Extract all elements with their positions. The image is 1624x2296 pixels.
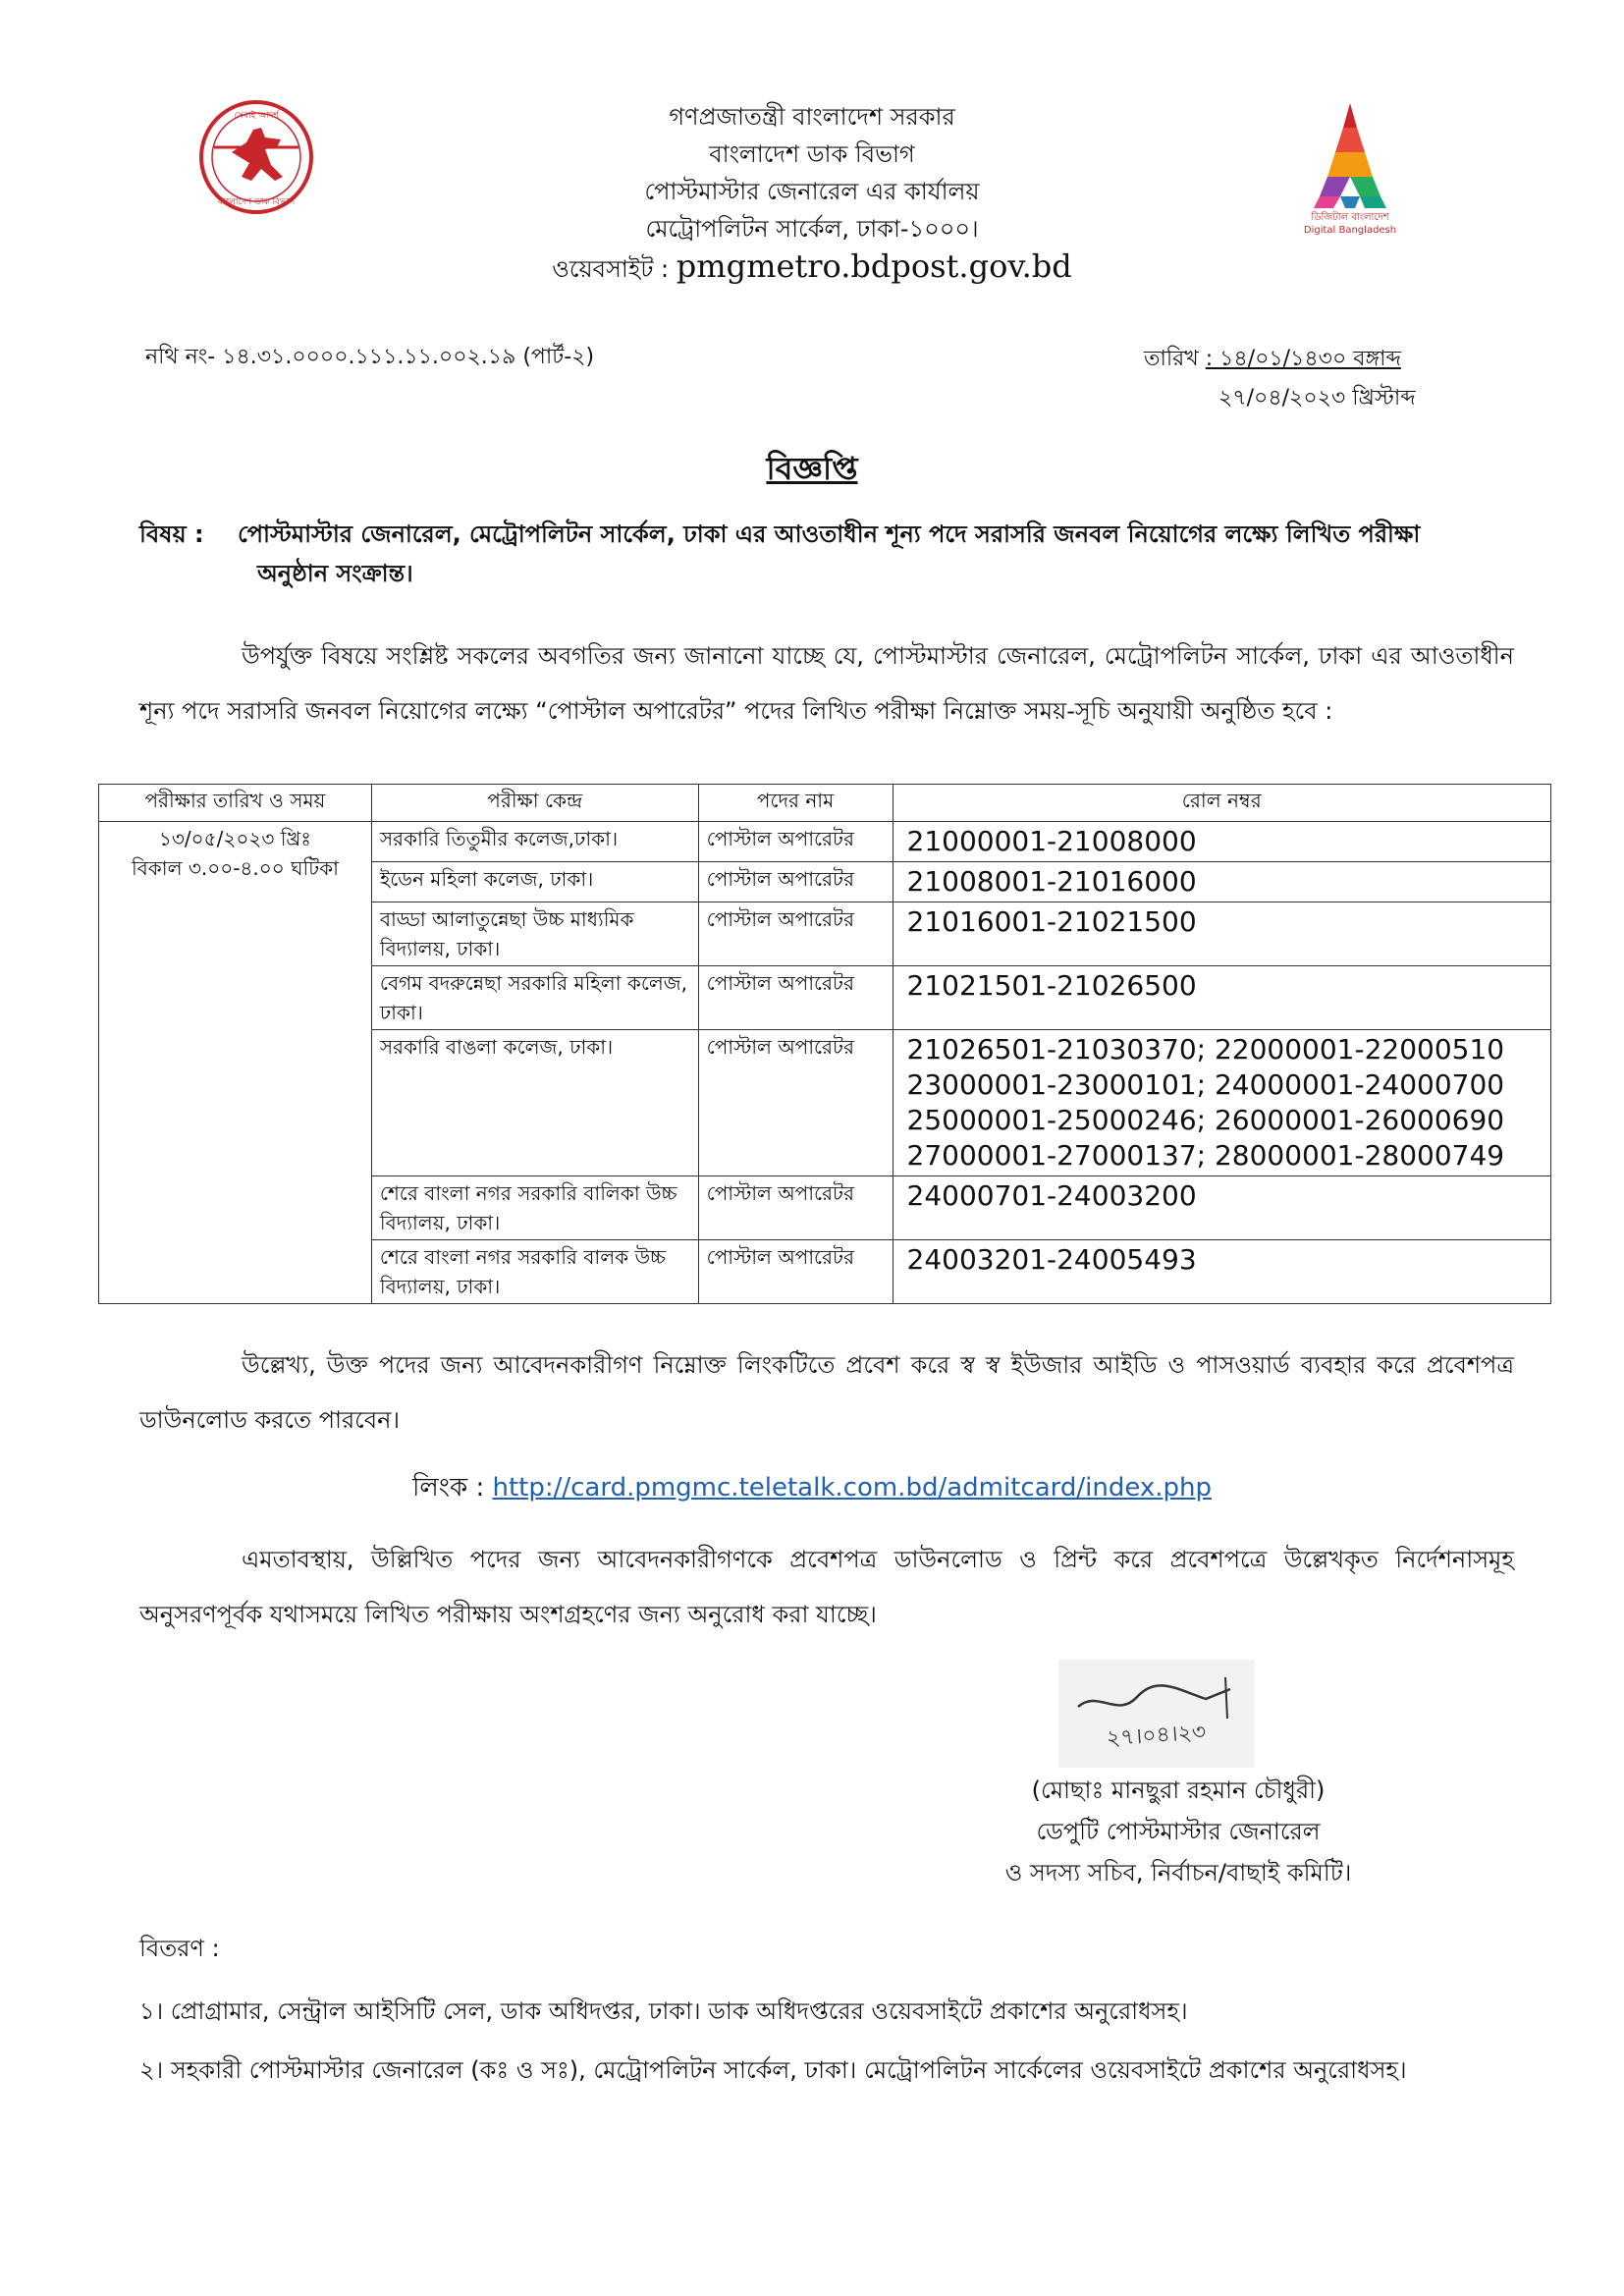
subject-label: বিষয় : [139,520,204,548]
signatory-name: (মোছাঃ মানছুরা রহমান চৌধুরী) [1031,1777,1326,1804]
date-bangla: : ১৪/০১/১৪৩০ বঙ্গাব্দ [1205,347,1401,371]
exam-date-time [99,822,372,1304]
roll-range: 24000701-24003200 [893,1176,1551,1240]
note-text: উল্লেখ্য, উক্ত পদের জন্য আবেদনকারীগণ নিম্নোক্ত লিংকটিতে প্রবেশ করে স্ব স্ব ইউজার আইডি ও পাসওয়ার্ড ব্যবহার করে প্রবেশপত্র ডাউনলোড করতে পারবেন। [139,1351,1514,1434]
post-name: পোস্টাল অপারেটর [698,966,893,1030]
roll-range: 24003201-24005493 [893,1240,1551,1304]
exam-date: ১৩/০৫/২০২৩ খ্রিঃ [158,827,311,850]
closing-text: এমতাবস্থায়, উল্লিখিত পদের জন্য আবেদনকারীগণকে প্রবেশপত্র ডাউনলোড ও প্রিন্ট করে প্রবেশপত্রে উল্লেখকৃত নির্দেশনাসমূহ অনুসরণপূর্বক যথাসময়ে লিখিত পরীক্ষায় অংশগ্রহণের জন্য অনুরোধ করা যাচ্ছে। [139,1546,1514,1628]
exam-center: শেরে বাংলা নগর সরকারি বালক উচ্চ বিদ্যালয়, ঢাকা। [371,1240,698,1304]
signatory-designation: ডেপুটি পোস্টমাস্টার জেনারেল [1036,1818,1321,1845]
header-office: পোস্টমাস্টার জেনারেল এর কার্যালয় [644,178,980,205]
notice-title: বিজ্ঞপ্তি [766,450,858,487]
post-name: পোস্টাল অপারেটর [698,862,893,902]
exam-schedule-table [98,784,1551,1304]
digital-bangladesh-logo [1286,98,1414,236]
note-paragraph [139,1338,1514,1448]
handwritten-signature [1058,1660,1255,1768]
exam-center: শেরে বাংলা নগর সরকারি বালিকা উচ্চ বিদ্যালয়, ঢাকা। [371,1176,698,1240]
link-label: লিংক : [411,1473,485,1503]
date-label: তারিখ [1144,347,1199,371]
post-name: পোস্টাল অপারেটর [698,822,893,862]
header-date-time: পরীক্ষার তারিখ ও সময় [99,785,372,822]
admit-card-link-line [0,1467,1624,1510]
signatory-block [884,1770,1473,1893]
intro-paragraph [139,629,1514,738]
table-row [99,822,1551,862]
post-name: পোস্টাল অপারেটর [698,902,893,966]
distribution-item: ১। প্রোগ্রামার, সেন্ট্রাল আইসিটি সেল, ডাক অধিদপ্তর, ঢাকা। ডাক অধিদপ্তরের ওয়েবসাইটে প্রকাশের অনুরোধসহ। [139,1997,1188,2025]
roll-range: 21008001-21016000 [893,862,1551,902]
distribution-label: বিতরণ : [139,1935,220,1962]
admit-card-link[interactable]: http://card.pmgmc.teletalk.com.bd/admitcard/index.php [492,1473,1213,1503]
digital-bangladesh-bn: ডিজিটাল বাংলাদেশ [1311,212,1389,223]
table-header-row [99,785,1551,822]
distribution-item: ২। সহকারী পোস্টমাস্টার জেনারেল (কঃ ও সঃ), মেট্রোপলিটন সার্কেল, ঢাকা। মেট্রোপলিটন সার্কেলের ওয়েবসাইটে প্রকাশের অনুরোধসহ। [139,2056,1407,2084]
post-name: পোস্টাল অপারেটর [698,1176,893,1240]
header-govt: গণপ্রজাতন্ত্রী বাংলাদেশ সরকার [669,103,955,131]
signature-date: ২৭।০৪।২৩ [1106,1720,1208,1752]
date-english: ২৭/০৪/২০২৩ খ্রিস্টাব্দ [1218,386,1416,410]
header-roll: রোল নম্বর [893,785,1551,822]
file-number: নথি নং- ১৪.৩১.০০০০.১১১.১১.০০২.১৯ (পার্ট-২) [145,345,595,369]
logo-bottom-text: বাংলাদেশ ডাক বিভাগ [217,197,296,207]
exam-center: বেগম বদরুন্নেছা সরকারি মহিলা কলেজ, ঢাকা। [371,966,698,1030]
bangladesh-post-logo [192,98,320,216]
subject-line2: অনুষ্ঠান সংক্রান্ত। [257,560,413,587]
roll-range: 21026501-21030370; 22000001-22000510 23000001-23000101; 24000001-24000700 25000001-25000246; 26000001-26000690 27000001-27000137; 28000001-28000749 [893,1030,1551,1176]
header-center: পরীক্ষা কেন্দ্র [371,785,698,822]
header-address: মেট্রোপলিটন সার্কেল, ঢাকা-১০০০। [645,215,979,243]
header-post: পদের নাম [698,785,893,822]
post-name: পোস্টাল অপারেটর [698,1240,893,1304]
roll-range: 21000001-21008000 [893,822,1551,862]
header-website [442,247,1182,288]
logo-top-text: সেবাই আদর্শ [234,111,279,121]
intro-text: উপর্যুক্ত বিষয়ে সংশ্লিষ্ট সকলের অবগতির জন্য জানানো যাচ্ছে যে, পোস্টমাস্টার জেনারেল, মেট্রোপলিটন সার্কেল, ঢাকা এর আওতাধীন শূন্য পদে সরাসরি জনবল নিয়োগের লক্ষ্যে “পোস্টাল অপারেটর” পদের লিখিত পরীক্ষা নিম্নোক্ত সময়-সূচি অনুযায়ী অনুষ্ঠিত হবে : [139,642,1514,725]
exam-center: সরকারি বাঙলা কলেজ, ঢাকা। [371,1030,698,1176]
subject-line1: পোস্টমাস্টার জেনারেল, মেট্রোপলিটন সার্কেল, ঢাকা এর আওতাধীন শূন্য পদে সরাসরি জনবল নিয়োগের লক্ষ্যে লিখিত পরীক্ষা [238,520,1421,548]
roll-range: 21021501-21026500 [893,966,1551,1030]
exam-center: সরকারি তিতুমীর কলেজ,ঢাকা। [371,822,698,862]
exam-center: ইডেন মহিলা কলেজ, ঢাকা। [371,862,698,902]
website-url[interactable]: pmgmetro.bdpost.gov.bd [676,247,1072,285]
exam-time: বিকাল ৩.০০-৪.০০ ঘটিকা [131,856,339,880]
closing-paragraph [139,1532,1514,1642]
date-block [1144,340,1416,418]
post-name: পোস্টাল অপারেটর [698,1030,893,1176]
signatory-role: ও সদস্য সচিব, নির্বাচন/বাছাই কমিটি। [1004,1859,1352,1886]
roll-range: 21016001-21021500 [893,902,1551,966]
website-label: ওয়েবসাইট : [552,255,670,283]
digital-bangladesh-en: Digital Bangladesh [1303,225,1397,236]
header-department: বাংলাদেশ ডাক বিভাগ [709,140,915,168]
exam-center: বাড্ডা আলাতুন্নেছা উচ্চ মাধ্যমিক বিদ্যালয়, ঢাকা। [371,902,698,966]
